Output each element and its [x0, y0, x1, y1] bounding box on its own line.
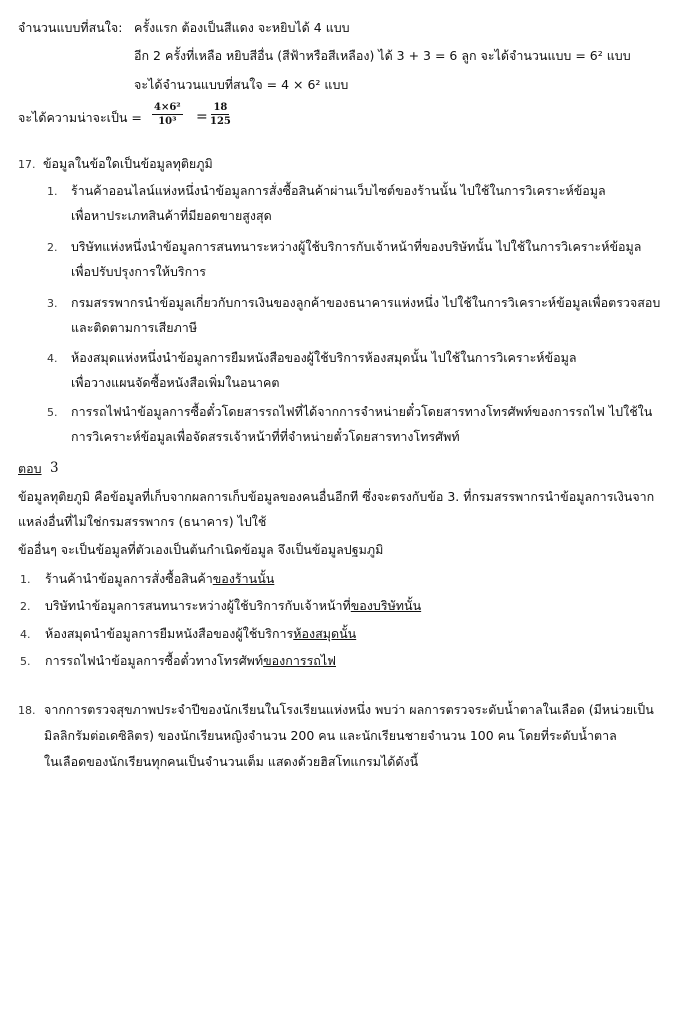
q17-option-text: และติดตามการเสียภาษี — [71, 320, 198, 335]
intro-line-1: ครั้งแรก ต้องเป็นสีแดง จะหยิบได้ 4 แบบ — [134, 20, 350, 35]
q18-number: 18. — [18, 704, 36, 717]
intro-label: จำนวนแบบที่สนใจ: — [18, 20, 123, 35]
fraction-1-numerator: 4×6² — [154, 102, 181, 113]
reason-underlined: ของร้านนั้น — [212, 571, 275, 586]
explanation-line-3: ข้ออื่นๆ จะเป็นข้อมูลที่ตัวเองเป็นต้นกำเนิดข้อมูล จึงเป็นข้อมูลปฐมภูมิ — [18, 542, 384, 557]
fraction-2 — [210, 102, 231, 127]
q17-option-text: เพื่อวางแผนจัดซื้อหนังสือเพิ่มในอนาคต — [71, 375, 280, 390]
q18-line-3: ในเลือดของนักเรียนทุกคนเป็นจำนวนเต็ม แสดงด้วยฮิสโทแกรมได้ดังนี้ — [44, 754, 419, 769]
fraction-1-denominator: 10³ — [158, 116, 177, 127]
q17-option-text: บริษัทแห่งหนึ่งนำข้อมูลการสนทนาระหว่างผู้ใช้บริการกับเจ้าหน้าที่ของบริษัทนั้น ไปใช้ในการวิเคราะห์ข้อมูล — [71, 239, 642, 254]
reason-number: 5. — [20, 655, 31, 668]
reason-text: ห้องสมุดนำข้อมูลการยืมหนังสือของผู้ใช้บริการ — [45, 626, 294, 641]
fraction-1 — [152, 102, 183, 127]
probability-label: จะได้ความน่าจะเป็น = — [18, 110, 142, 125]
q17-option-number: 5. — [47, 406, 58, 419]
q18-line-2: มิลลิกรัมต่อเดซิลิตร) ของนักเรียนหญิงจำนวน 200 คน และนักเรียนชายจำนวน 100 คน โดยที่ระดับน้ำตาล — [44, 728, 617, 743]
reason-text: ร้านค้านำข้อมูลการสั่งซื้อสินค้า — [45, 571, 213, 586]
q17-option-text: กรมสรรพากรนำข้อมูลเกี่ยวกับการเงินของลูกค้าของธนาคารแห่งหนึ่ง ไปใช้ในการวิเคราะห์ข้อมูลเพื่อตรวจสอบ — [71, 295, 661, 310]
reason-item — [45, 653, 336, 669]
reason-underlined: ห้องสมุดนั้น — [293, 626, 357, 641]
q17-option-text: การรถไฟนำข้อมูลการซื้อตั๋วโดยสารรถไฟที่ได้จากการจำหน่ายตั๋วโดยสารทางโทรศัพท์ของการรถไฟ ไปใช้ใน — [71, 404, 653, 419]
q17-option-text: เพื่อหาประเภทสินค้าที่มียอดขายสูงสุด — [71, 208, 272, 223]
q17-number: 17. — [18, 158, 36, 171]
q17-option-text: เพื่อปรับปรุงการให้บริการ — [71, 264, 206, 279]
reason-text: บริษัทนำข้อมูลการสนทนาระหว่างผู้ใช้บริการกับเจ้าหน้าที่ — [45, 598, 351, 613]
reason-number: 2. — [20, 600, 31, 613]
q17-option-number: 4. — [47, 352, 58, 365]
intro-line-3: จะได้จำนวนแบบที่สนใจ = 4 × 6² แบบ — [134, 77, 349, 92]
intro-line-2: อีก 2 ครั้งที่เหลือ หยิบสีอื่น (สีฟ้าหรือสีเหลือง) ได้ 3 + 3 = 6 ลูก จะได้จำนวนแบบ = 6² แบบ — [134, 48, 631, 63]
answer-value: 3 — [50, 460, 59, 476]
explanation-line-2: แหล่งอื่นที่ไม่ใช่กรมสรรพากร (ธนาคาร) ไปใช้ — [18, 514, 267, 529]
reason-underlined: ของการรถไฟ — [263, 653, 336, 668]
q17-option-text: ร้านค้าออนไลน์แห่งหนึ่งนำข้อมูลการสั่งซื้อสินค้าผ่านเว็บไซต์ของร้านนั้น ไปใช้ในการวิเคราะห์ข้อมูล — [71, 183, 606, 198]
q17-option-number: 2. — [47, 241, 58, 254]
reason-number: 4. — [20, 628, 31, 641]
reason-text: การรถไฟนำข้อมูลการซื้อตั๋วทางโทรศัพท์ — [45, 653, 264, 668]
q17-option-text: ห้องสมุดแห่งหนึ่งนำข้อมูลการยืมหนังสือของผู้ใช้บริการห้องสมุดนั้น ไปใช้ในการวิเคราะห์ข้อมูล — [71, 350, 577, 365]
q17-option-number: 1. — [47, 185, 58, 198]
fraction-2-denominator: 125 — [210, 116, 231, 127]
equals-sign: = — [196, 109, 208, 125]
answer-label: ตอบ — [18, 461, 42, 476]
q17-option-number: 3. — [47, 297, 58, 310]
reason-underlined: ของบริษัทนั้น — [350, 598, 422, 613]
q18-line-1: จากการตรวจสุขภาพประจำปีของนักเรียนในโรงเรียนแห่งหนึ่ง พบว่า ผลการตรวจระดับน้ำตาลในเลือด (มีหน่วยเป็น — [44, 702, 654, 717]
reason-item — [45, 571, 274, 587]
fraction-2-numerator: 18 — [213, 102, 228, 113]
explanation-line-1: ข้อมูลทุติยภูมิ คือข้อมูลที่เก็บจากผลการเก็บข้อมูลของคนอื่นอีกที ซึ่งจะตรงกับข้อ 3. ที่กรมสรรพากรนำข้อมูลการเงินจาก — [18, 489, 655, 504]
reason-number: 1. — [20, 573, 31, 586]
reason-item — [45, 598, 421, 614]
q17-option-text: การวิเคราะห์ข้อมูลเพื่อจัดสรรเจ้าหน้าที่ที่จำหน่ายตั๋วโดยสารทางโทรศัพท์ — [71, 429, 460, 444]
q17-question: ข้อมูลในข้อใดเป็นข้อมูลทุติยภูมิ — [43, 156, 213, 171]
reason-item — [45, 626, 356, 642]
